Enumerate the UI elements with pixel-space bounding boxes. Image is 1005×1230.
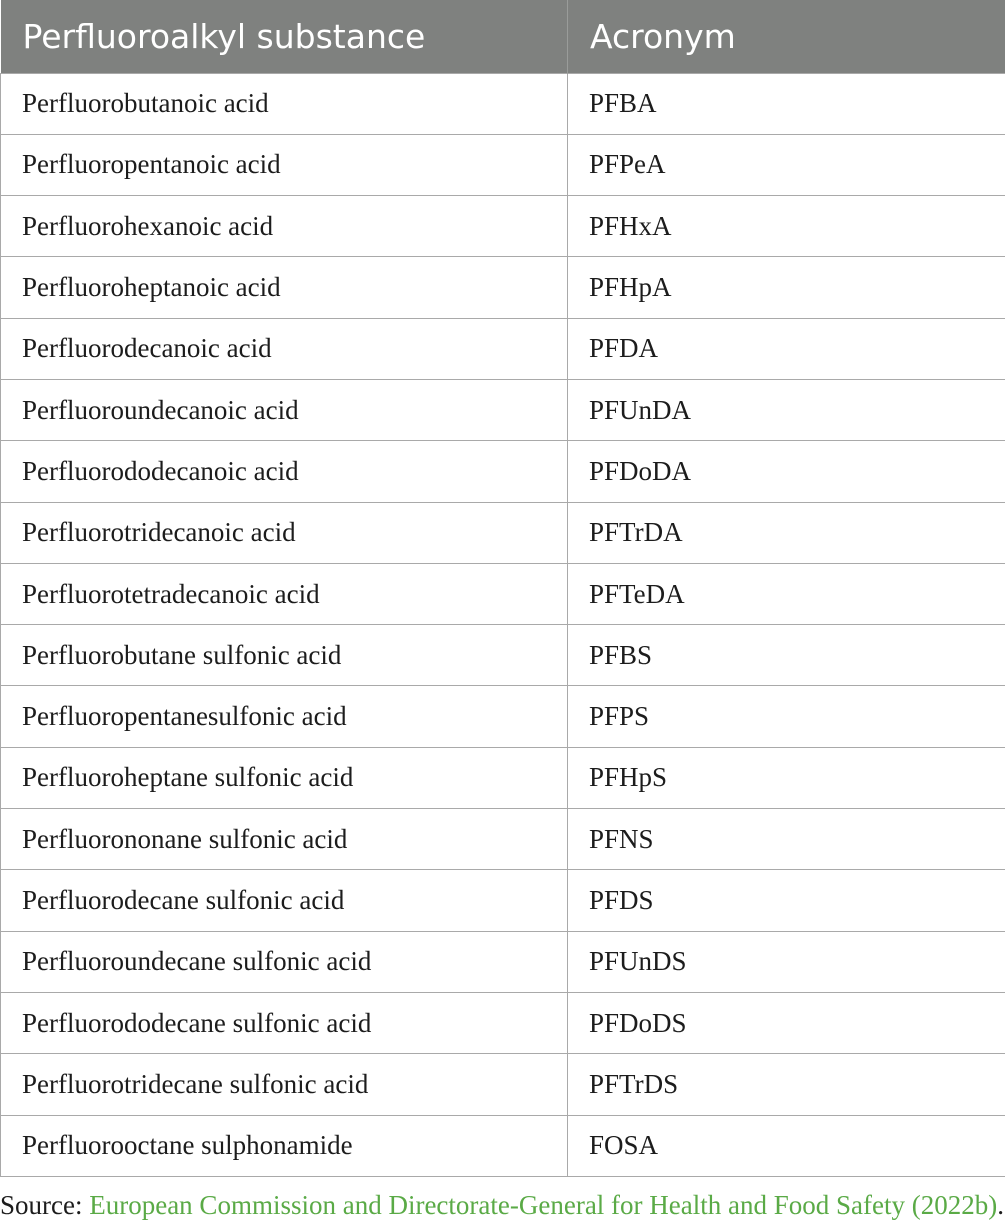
- table-row: [1, 318, 1005, 379]
- substance-cell: Perfluorododecane sulfonic acid: [1, 992, 568, 1053]
- substance-cell: Perfluorotetradecanoic acid: [1, 563, 568, 624]
- acronym-cell: FOSA: [568, 1115, 1005, 1176]
- table-header: [1, 0, 1005, 73]
- column-header-acronym: Acronym: [568, 0, 1005, 73]
- source-link[interactable]: European Commission and Directorate-General for Health and Food Safety (2022b): [89, 1190, 998, 1220]
- substance-cell: Perfluorooctane sulphonamide: [1, 1115, 568, 1176]
- substance-cell: Perfluorotridecane sulfonic acid: [1, 1054, 568, 1115]
- acronym-cell: PFBS: [568, 625, 1005, 686]
- substance-cell: Perfluoropentanesulfonic acid: [1, 686, 568, 747]
- acronym-cell: PFPeA: [568, 134, 1005, 195]
- table-row: [1, 809, 1005, 870]
- acronym-cell: PFDA: [568, 318, 1005, 379]
- table-body: [1, 73, 1005, 1176]
- substance-cell: Perfluoroheptane sulfonic acid: [1, 747, 568, 808]
- acronym-cell: PFHxA: [568, 196, 1005, 257]
- substance-cell: Perfluorodecanoic acid: [1, 318, 568, 379]
- substance-cell: Perfluorobutane sulfonic acid: [1, 625, 568, 686]
- table-row: [1, 502, 1005, 563]
- table-row: [1, 992, 1005, 1053]
- acronym-cell: PFHpA: [568, 257, 1005, 318]
- substance-cell: Perfluorohexanoic acid: [1, 196, 568, 257]
- source-suffix: .: [997, 1190, 1004, 1220]
- acronym-cell: PFTrDS: [568, 1054, 1005, 1115]
- acronym-cell: PFTrDA: [568, 502, 1005, 563]
- table-row: [1, 134, 1005, 195]
- column-header-substance: Perfluoroalkyl substance: [1, 0, 568, 73]
- acronym-cell: PFDoDS: [568, 992, 1005, 1053]
- acronym-cell: PFTeDA: [568, 563, 1005, 624]
- table-row: [1, 625, 1005, 686]
- acronym-cell: PFBA: [568, 73, 1005, 134]
- acronym-cell: PFNS: [568, 809, 1005, 870]
- substance-cell: Perfluoroheptanoic acid: [1, 257, 568, 318]
- source-label: Source:: [0, 1190, 90, 1220]
- table-row: [1, 686, 1005, 747]
- table-row: [1, 563, 1005, 624]
- substance-cell: Perfluorododecanoic acid: [1, 441, 568, 502]
- table-row: [1, 870, 1005, 931]
- acronym-cell: PFDS: [568, 870, 1005, 931]
- substance-cell: Perfluoropentanoic acid: [1, 134, 568, 195]
- table-row: [1, 1115, 1005, 1176]
- table-row: [1, 196, 1005, 257]
- substance-cell: Perfluorotridecanoic acid: [1, 502, 568, 563]
- table-row: [1, 73, 1005, 134]
- header-row: [1, 0, 1005, 73]
- substance-cell: Perfluorodecane sulfonic acid: [1, 870, 568, 931]
- table-row: [1, 1054, 1005, 1115]
- substance-cell: Perfluoroundecane sulfonic acid: [1, 931, 568, 992]
- acronym-cell: PFUnDS: [568, 931, 1005, 992]
- table-row: [1, 747, 1005, 808]
- acronym-cell: PFDoDA: [568, 441, 1005, 502]
- substance-cell: Perfluoroundecanoic acid: [1, 379, 568, 440]
- substance-cell: Perfluorobutanoic acid: [1, 73, 568, 134]
- table-row: [1, 441, 1005, 502]
- substance-cell: Perfluorononane sulfonic acid: [1, 809, 568, 870]
- table-row: [1, 931, 1005, 992]
- table-row: [1, 379, 1005, 440]
- table-row: [1, 257, 1005, 318]
- acronym-cell: PFUnDA: [568, 379, 1005, 440]
- source-note: [0, 1190, 1004, 1221]
- acronym-cell: PFHpS: [568, 747, 1005, 808]
- acronym-cell: PFPS: [568, 686, 1005, 747]
